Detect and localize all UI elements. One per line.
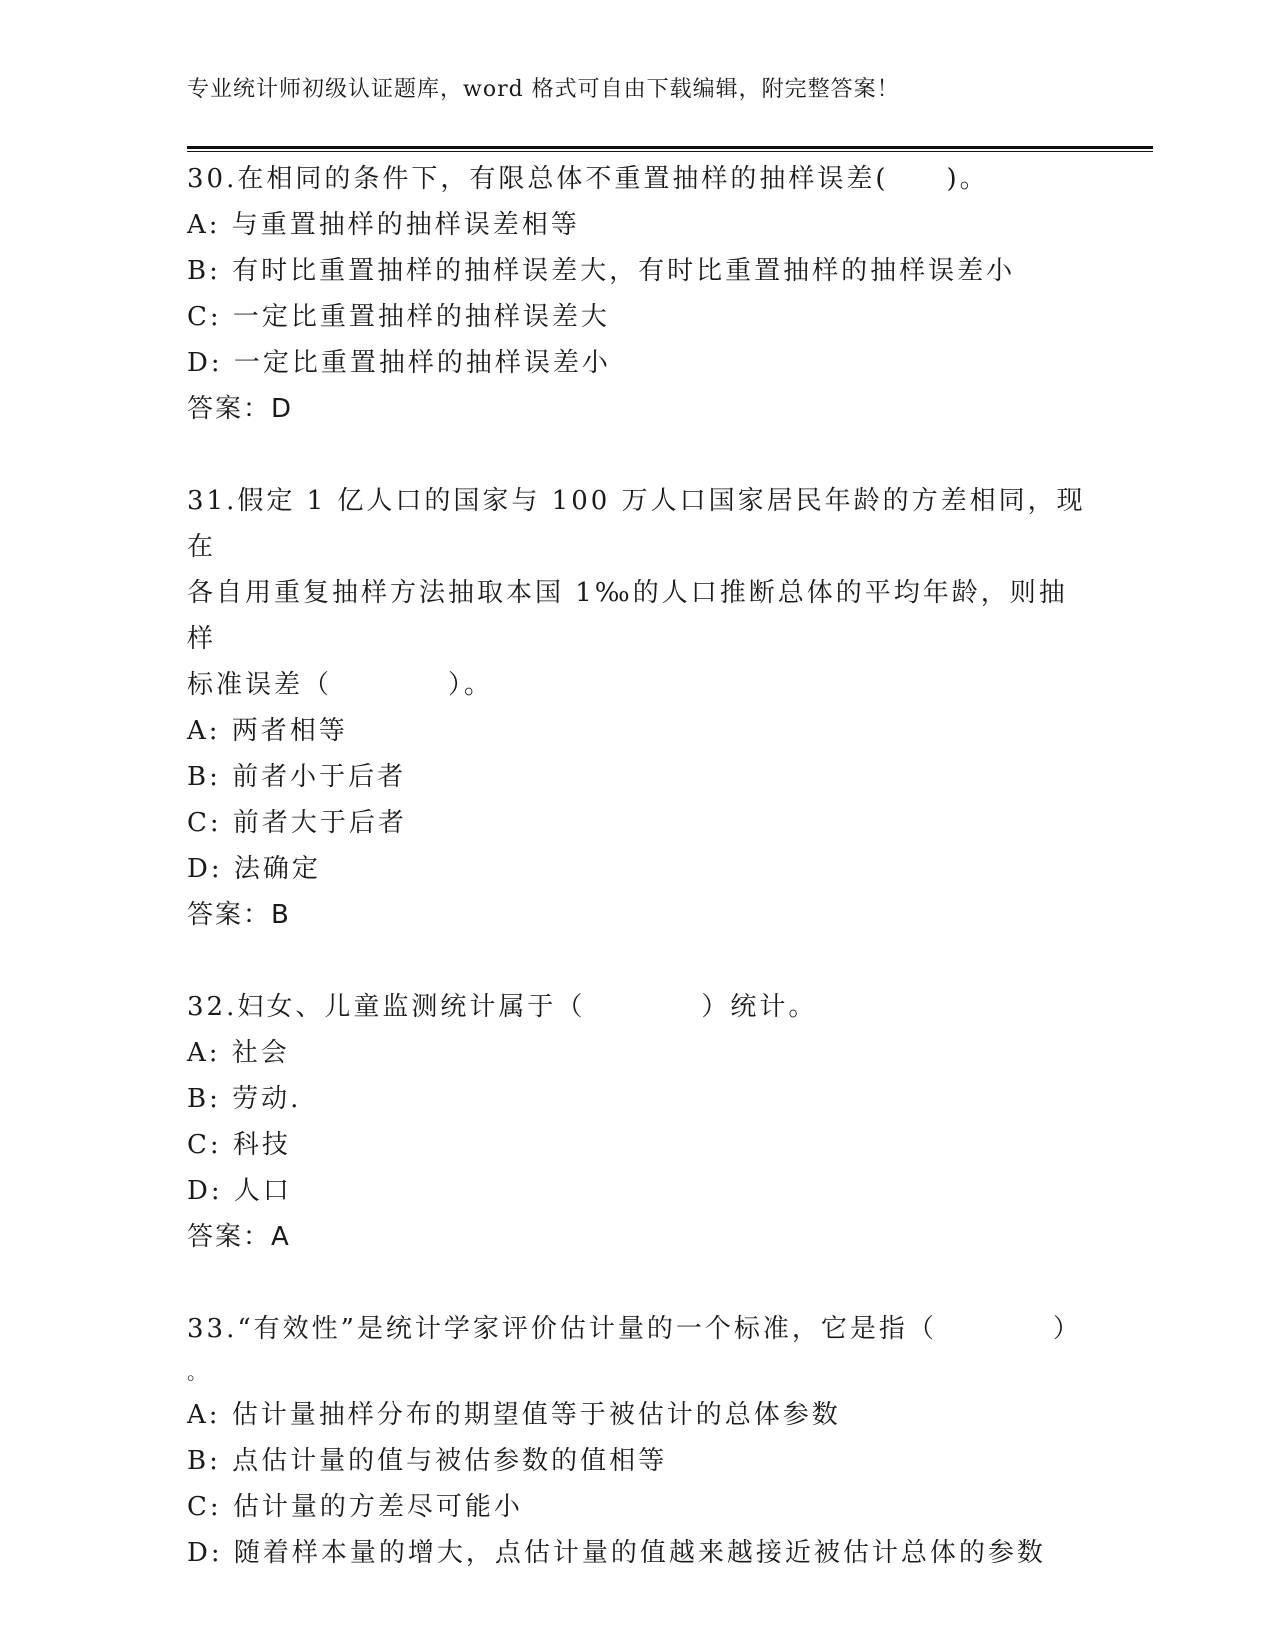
answer: 答案：D: [187, 394, 294, 424]
question-list: [187, 156, 1087, 1576]
option-c: C: 科技: [187, 1130, 291, 1160]
question-stem-line-1: 33.“有效性”是统计学家评价估计量的一个标准，它是指（ ）: [187, 1314, 1082, 1344]
option-a: A: 估计量抽样分布的期望值等于被估计的总体参数: [187, 1400, 841, 1430]
question-stem: 32.妇女、儿童监测统计属于（ ）统计。: [187, 992, 818, 1022]
question-31: [187, 478, 1087, 938]
question-stem-line-2: 各自用重复抽样方法抽取本国 1‰的人口推断总体的平均年龄，则抽样: [187, 578, 1068, 654]
question-stem-line-2: 。: [187, 1360, 210, 1384]
option-c: C: 一定比重置抽样的抽样误差大: [187, 302, 610, 332]
question-32: [187, 984, 1087, 1260]
header-rule-thick: [187, 146, 1153, 149]
answer: 答案：B: [187, 900, 291, 930]
option-c: C: 估计量的方差尽可能小: [187, 1492, 523, 1522]
question-stem-line-1: 31.假定 1 亿人口的国家与 100 万人口国家居民年龄的方差相同，现在: [187, 486, 1086, 562]
option-b: B: 点估计量的值与被估参数的值相等: [187, 1446, 668, 1476]
page-header: 专业统计师初级认证题库，word 格式可自由下载编辑，附完整答案！: [187, 77, 900, 102]
question-stem-line-3: 标准误差（ ）。: [187, 670, 494, 700]
option-d: D: 法确定: [187, 854, 321, 884]
option-a: A: 与重置抽样的抽样误差相等: [187, 210, 580, 240]
question-stem: 30.在相同的条件下，有限总体不重置抽样的抽样误差( )。: [187, 164, 989, 194]
spacer: [187, 938, 1087, 984]
option-d: D: 随着样本量的增大，点估计量的值越来越接近被估计总体的参数: [187, 1538, 1046, 1568]
header-rule-thin: [187, 151, 1153, 152]
option-b: B: 有时比重置抽样的抽样误差大，有时比重置抽样的抽样误差小: [187, 256, 1016, 286]
spacer: [187, 432, 1087, 478]
option-d: D: 人口: [187, 1176, 292, 1206]
option-b: B: 劳动.: [187, 1084, 302, 1114]
option-a: A: 两者相等: [187, 716, 348, 746]
option-a: A: 社会: [187, 1038, 290, 1068]
option-b: B: 前者小于后者: [187, 762, 407, 792]
answer: 答案：A: [187, 1222, 291, 1252]
option-d: D: 一定比重置抽样的抽样误差小: [187, 348, 611, 378]
question-30: [187, 156, 1087, 432]
option-c: C: 前者大于后者: [187, 808, 407, 838]
question-33: [187, 1306, 1087, 1576]
spacer: [187, 1260, 1087, 1306]
